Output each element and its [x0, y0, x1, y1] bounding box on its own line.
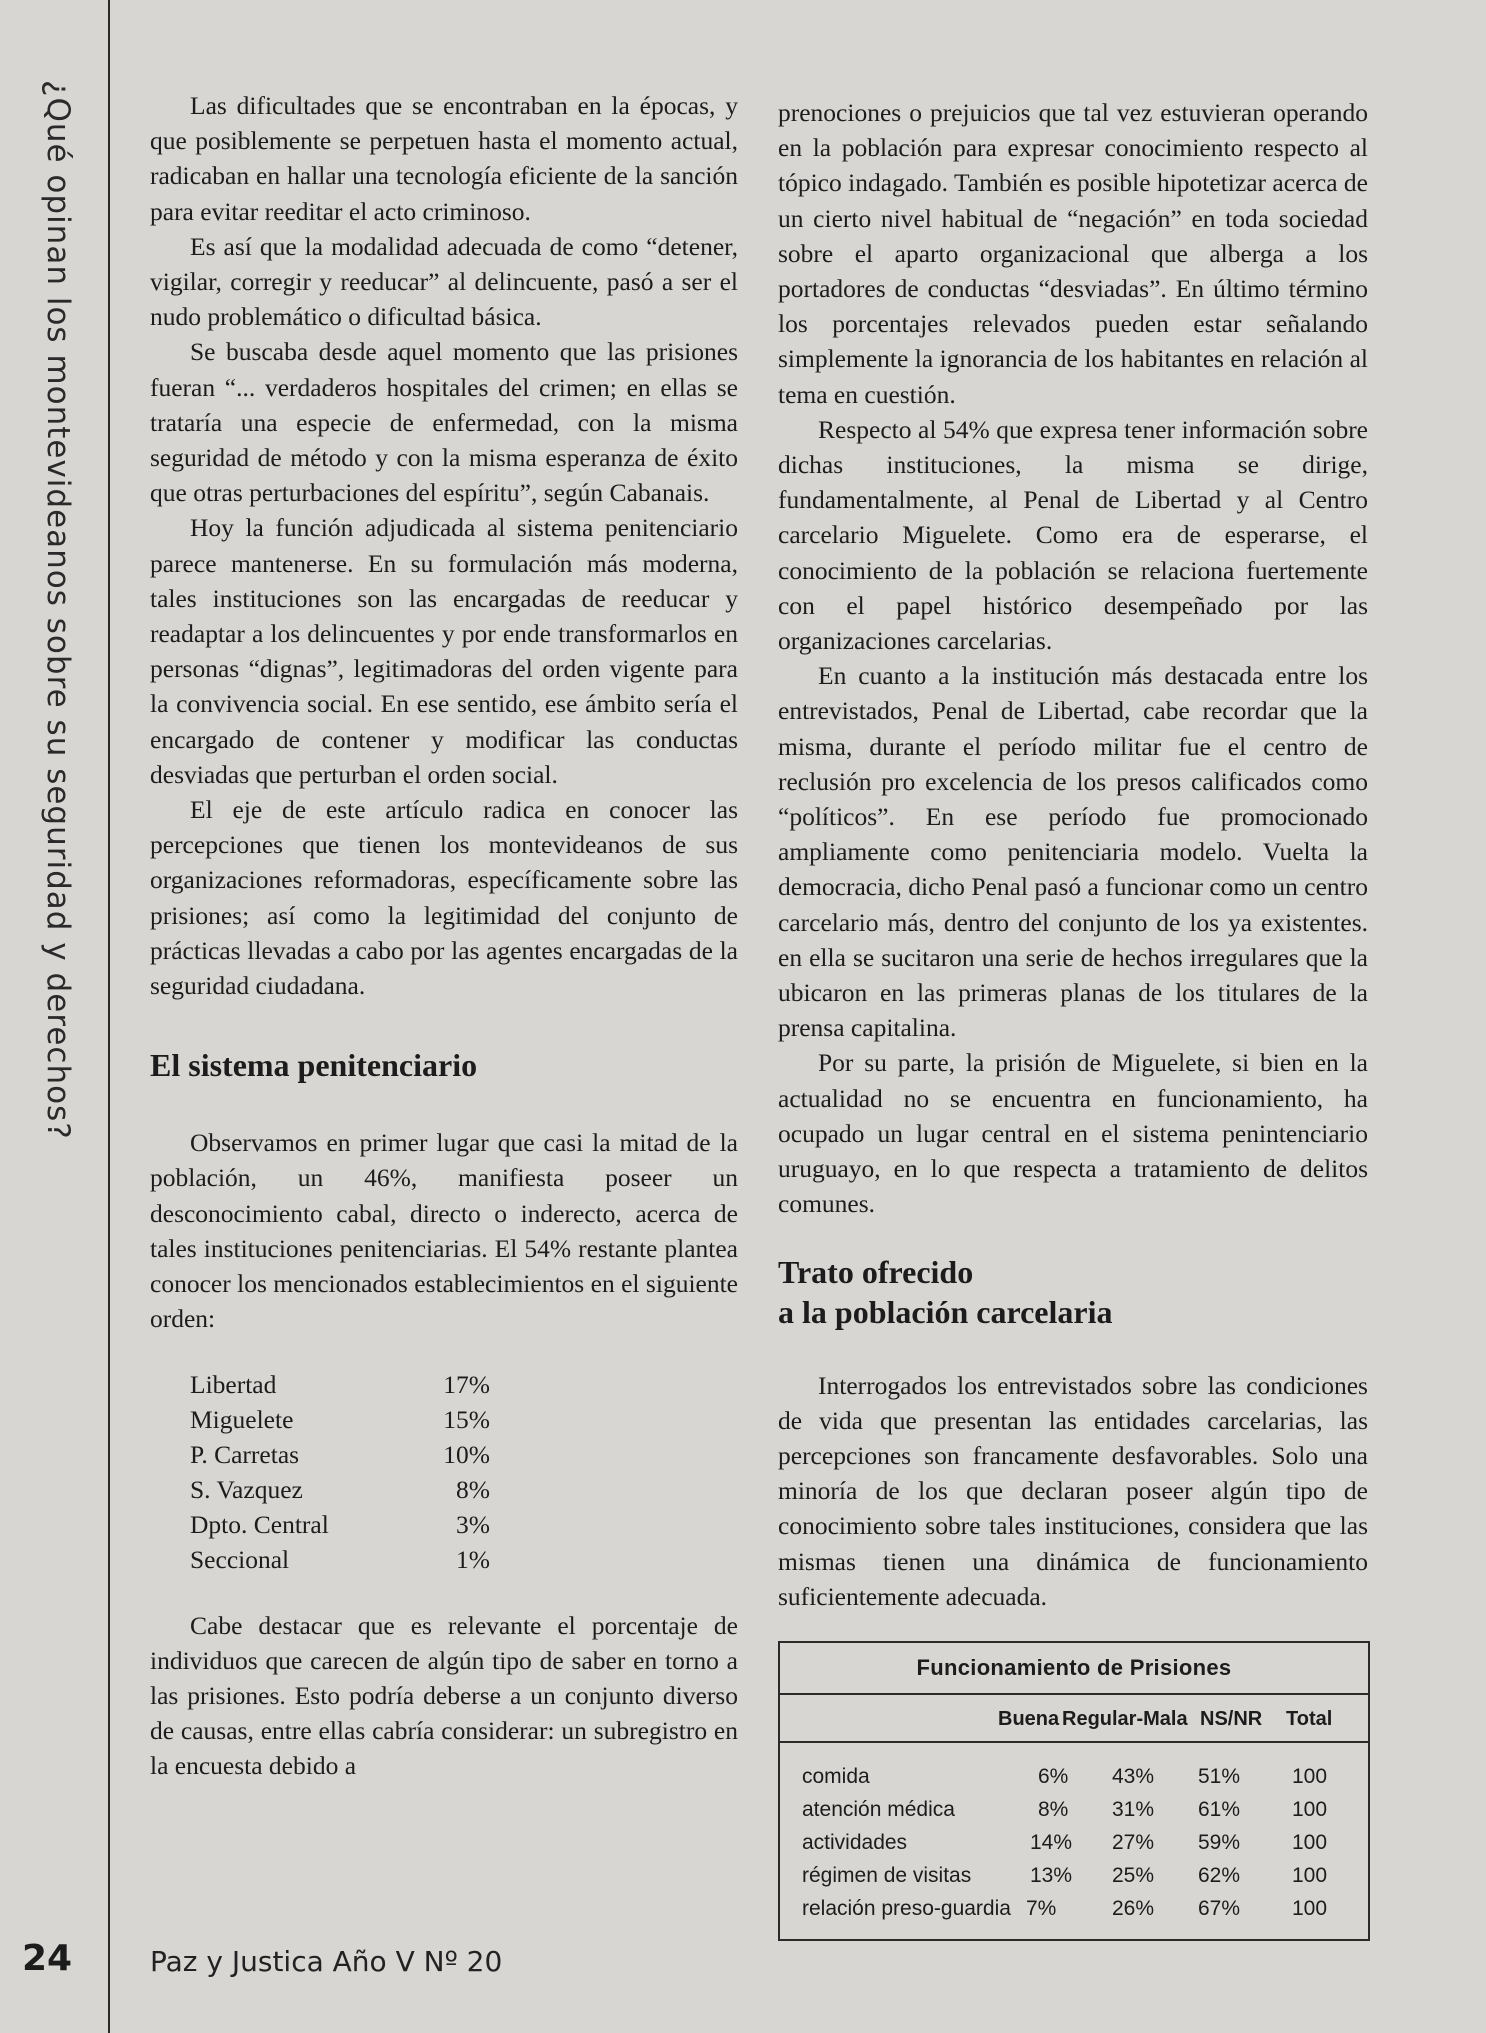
table-row: [780, 1893, 1368, 1926]
list-item: [190, 1402, 490, 1437]
footer-publication: Paz y Justica Año V Nº 20: [150, 1945, 503, 1978]
row-label: régimen de visitas: [802, 1864, 972, 1887]
list-item: [190, 1472, 490, 1507]
column-header: NS/NR: [1200, 1708, 1263, 1730]
cell-regular-mala: 26%: [1112, 1897, 1155, 1920]
paragraph: Por su parte, la prisión de Miguelete, si bien en la actualidad no se encuentra en funcionamiento, ha ocupado un lugar central en el sistema penintenciario uruguayo, en lo que respecta a tratamiento de delitos comunes.: [778, 1048, 1368, 1219]
running-title: ¿Qué opinan los montevideanos sobre su seguridad y derechos?: [40, 80, 76, 1140]
stat-value: 15%: [443, 1404, 490, 1434]
paragraph: Las dificultades que se encontraban en la épocas, y que posiblemente se perpetuen hasta el momento actual, radicaban en hallar una tecnología eficiente de la sanción para evitar reeditar el acto criminoso.: [150, 91, 738, 226]
stat-name: Seccional: [190, 1545, 290, 1575]
cell-regular-mala: 31%: [1112, 1798, 1155, 1821]
list-item: [190, 1367, 490, 1402]
table-row: [780, 1761, 1368, 1794]
list-item: [190, 1437, 490, 1472]
cell-regular-mala: 43%: [1112, 1765, 1155, 1788]
paragraph: Hoy la función adjudicada al sistema penitenciario parece mantenerse. En su formulación más moderna, tales instituciones son las encargadas de reeducar y readaptar a los delincuentes y por ende transformarlos en personas “dignas”, legitimadoras del orden vigente para la convivencia social. En ese sentido, ese ámbito sería el encargado de contener y modificar las conductas desviadas que perturban el orden social.: [150, 513, 738, 789]
stat-value: 3%: [456, 1510, 490, 1540]
cell-ns-nr: 62%: [1198, 1864, 1241, 1887]
list-item: [190, 1507, 490, 1542]
section-heading-line: Trato ofrecido: [778, 1253, 974, 1290]
table-title: Funcionamiento de Prisiones: [780, 1643, 1368, 1695]
cell-ns-nr: 51%: [1198, 1765, 1241, 1788]
row-label: atención médica: [802, 1798, 955, 1821]
table-row: [780, 1827, 1368, 1860]
paragraph: El eje de este artículo radica en conocer las percepciones que tienen los montevideanos de sus organizaciones reformadoras, específicamente sobre las prisiones; así como la legitimidad del conjunto de prácticas llevadas a cabo por las agentes encargadas de la seguridad ciudadana.: [150, 795, 738, 1001]
cell-ns-nr: 61%: [1198, 1798, 1241, 1821]
cell-buena: 13%: [1030, 1864, 1073, 1887]
cell-regular-mala: 25%: [1112, 1864, 1155, 1887]
prison-functioning-table: [778, 1641, 1370, 1941]
cell-total: 100: [1292, 1798, 1328, 1821]
vertical-rule: [108, 0, 110, 2033]
list-item: [190, 1542, 490, 1577]
cell-total: 100: [1292, 1897, 1328, 1920]
stat-value: 10%: [443, 1439, 490, 1469]
section-heading: [778, 1252, 1368, 1332]
table-row: [780, 1860, 1368, 1893]
paragraph: Respecto al 54% que expresa tener información sobre dichas instituciones, la misma se dirige, fundamentalmente, al Penal de Libertad y al Centro carcelario Miguelete. Como era de esperarse, el conocimiento de la población se relaciona fuertemente con el papel histórico desempeñado por las organizaciones carcelarias.: [778, 414, 1368, 656]
stat-name: P. Carretas: [190, 1439, 300, 1469]
paragraph: Cabe destacar que es relevante el porcentaje de individuos que carecen de algún tipo de saber en torno a las prisiones. Esto podría deberse a un conjunto diverso de causas, entre ellas cabría considerar: un subregistro en la encuesta debido a: [150, 1610, 738, 1781]
cell-buena: 8%: [1038, 1798, 1069, 1821]
cell-buena: 7%: [1026, 1897, 1057, 1920]
stat-name: S. Vazquez: [190, 1475, 303, 1505]
row-label: comida: [802, 1765, 870, 1788]
row-label: relación preso-guardia: [802, 1897, 1011, 1920]
paragraph: Interrogados los entrevistados sobre las condiciones de vida que presentan las entidades carcelarias, las percepciones son francamente desfavorables. Solo una minoría de los que declaran poseer algún tipo de conocimiento sobre tales instituciones, considera que las mismas tienen una dinámica de funcionamiento suficientemente adecuada.: [778, 1370, 1368, 1611]
table-body: [780, 1743, 1368, 1926]
paragraph: prenociones o prejuicios que tal vez estuvieran operando en la población para expresar conocimiento respecto al tópico indagado. También es posible hipotetizar acerca de un cierto nivel habitual de “negación” en toda sociedad sobre el aparto organizacional que alberga a los portadores de conductas “desviadas”. En último término los porcentajes relevados pueden estar señalando simplemente la ignorancia de los habitantes en relación al tema en cuestión.: [778, 98, 1368, 409]
column-header: Total: [1286, 1708, 1333, 1730]
cell-total: 100: [1292, 1765, 1328, 1788]
table-row: [780, 1794, 1368, 1827]
section-heading: El sistema penitenciario: [150, 1047, 478, 1084]
stat-name: Dpto. Central: [190, 1510, 329, 1540]
institution-stats-list: [190, 1367, 738, 1578]
cell-total: 100: [1292, 1831, 1328, 1854]
column-header: Regular-Mala: [1062, 1708, 1188, 1730]
cell-regular-mala: 27%: [1112, 1831, 1155, 1854]
stat-value: 17%: [443, 1369, 490, 1399]
cell-total: 100: [1292, 1864, 1328, 1887]
page-number: 24: [22, 1938, 73, 1979]
cell-ns-nr: 59%: [1198, 1831, 1241, 1854]
cell-ns-nr: 67%: [1198, 1897, 1241, 1920]
row-label: actividades: [802, 1831, 908, 1854]
stat-value: 8%: [456, 1475, 490, 1505]
right-column: [778, 95, 1368, 1614]
cell-buena: 14%: [1030, 1831, 1073, 1854]
column-header: Buena: [998, 1708, 1060, 1730]
cell-buena: 6%: [1038, 1765, 1069, 1788]
section-heading-line: a la población carcelaria: [778, 1293, 1113, 1330]
paragraph: Se buscaba desde aquel momento que las prisiones fueran “... verdaderos hospitales del crimen; en ellas se trataría una especie de enfermedad, con la misma seguridad de método y con la misma esperanza de éxito que otras perturbaciones del espíritu”, según Cabanais.: [150, 337, 738, 508]
paragraph: Es así que la modalidad adecuada de como “detener, vigilar, corregir y reeducar” al delincuente, pasó a ser el nudo problemático o dificultad básica.: [150, 231, 738, 332]
left-column: [150, 88, 738, 1784]
stat-name: Miguelete: [190, 1404, 294, 1434]
stat-name: Libertad: [190, 1369, 277, 1399]
paragraph: En cuanto a la institución más destacada entre los entrevistados, Penal de Libertad, cabe recordar que la misma, durante el período militar fue el centro de reclusión pro excelencia de los presos calificados como “políticos”. En ese período fue promocionado ampliamente como penitenciaria modelo. Vuelta la democracia, dicho Penal pasó a funcionar como un centro carcelario más, dentro del conjunto de los ya existentes. en ella se sucitaron una serie de hechos irregulares que la ubicaron en las primeras planas de los titulares de la prensa capitalina.: [778, 661, 1368, 1043]
table-header-row: [780, 1695, 1368, 1743]
stat-value: 1%: [456, 1545, 490, 1575]
paragraph: Observamos en primer lugar que casi la mitad de la población, un 46%, manifiesta poseer un desconocimiento cabal, directo o inderecto, acerca de tales instituciones penitenciarias. El 54% restante plantea conocer los mencionados establecimientos en el siguiente orden:: [150, 1128, 738, 1334]
